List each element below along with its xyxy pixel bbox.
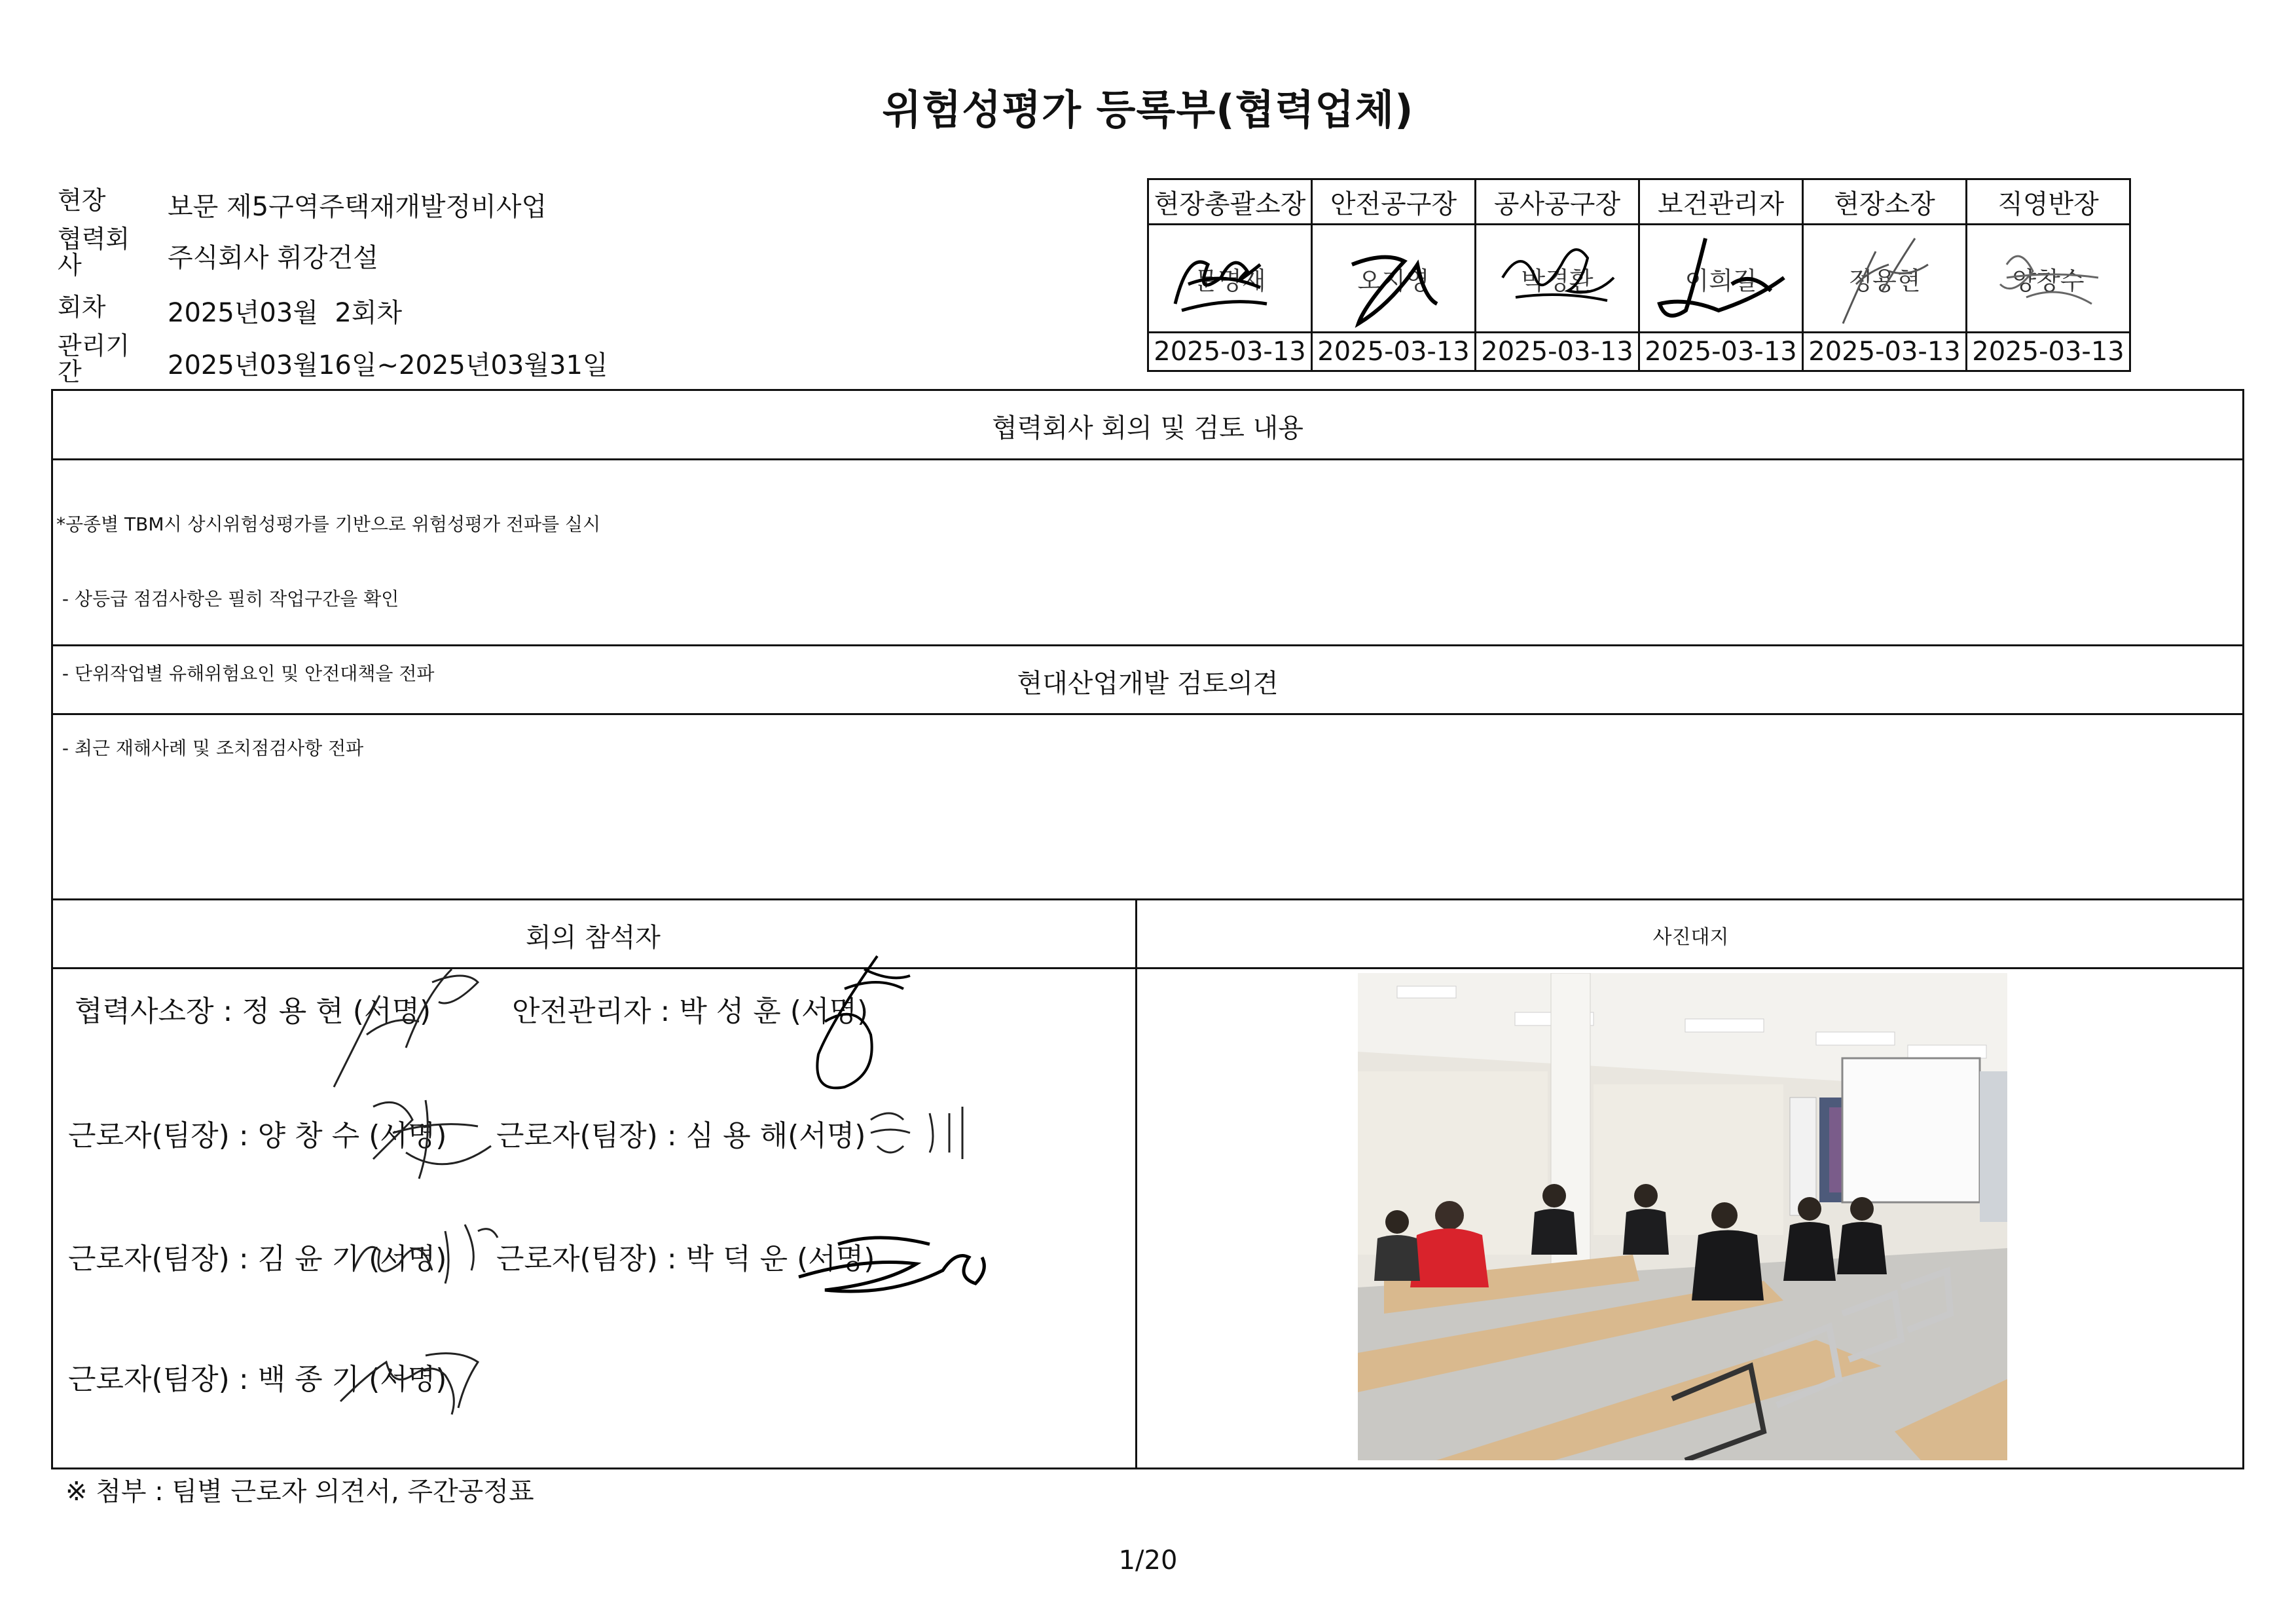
handwritten-signature [779, 943, 923, 1100]
attendee-team-leader: 근로자(팀장) : 백 종 기 (서명) [68, 1363, 447, 1396]
approval-date: 2025-03-13 [1803, 333, 1967, 371]
approval-signature-cell [1312, 225, 1476, 333]
meeting-line: - 상등급 점검사항은 필히 작업구간을 확인 [56, 588, 399, 610]
handwritten-signature [1476, 225, 1638, 331]
handwritten-signature [1640, 225, 1802, 331]
handwritten-signature [858, 1100, 989, 1166]
approval-signature-cell [1803, 225, 1967, 333]
approver-name: 오지영 [1357, 266, 1430, 295]
meeting-line: - 단위작업별 유해위험요인 및 안전대책을 전파 [56, 663, 435, 684]
handwritten-signature [786, 1218, 995, 1303]
meeting-room-photo-illustration [1358, 973, 2007, 1460]
info-label-period: 관리기간 [58, 331, 130, 386]
divider [51, 898, 2244, 900]
info-value-site: 보문 제5구역주택재개발정비사업 [168, 192, 547, 222]
info-label-site: 현장 [58, 186, 106, 215]
page-title: 위험성평가 등록부(협력업체) [882, 86, 1414, 134]
approval-header: 보건관리자 [1639, 179, 1803, 225]
review-section-title: 현대산업개발 검토의견 [1017, 669, 1279, 699]
approval-signature-cell [1639, 225, 1803, 333]
approver-name: 이희길 [1685, 266, 1757, 295]
approval-header: 현장총괄소장 [1148, 179, 1312, 225]
handwritten-signature [1149, 225, 1311, 331]
approval-date: 2025-03-13 [1476, 333, 1639, 371]
divider [1135, 898, 1137, 1469]
approval-date: 2025-03-13 [1148, 333, 1312, 371]
attendee-team-leader: 근로자(팀장) : 박 덕 운 (서명) [496, 1242, 875, 1276]
info-value-round: 2025년03월 2회차 [168, 298, 403, 328]
meeting-section-title: 협력회사 회의 및 검토 내용 [992, 413, 1303, 443]
approval-date: 2025-03-13 [1312, 333, 1476, 371]
handwritten-signature [1313, 225, 1474, 331]
handwritten-signature [340, 1211, 504, 1297]
approval-signature-cell [1967, 225, 2130, 333]
handwritten-signature [1804, 225, 1965, 331]
approval-signature-cell [1148, 225, 1312, 333]
meeting-line: *공종별 TBM시 상시위험성평가를 기반으로 위험성평가 전파를 실시 [56, 513, 601, 535]
info-label-round: 회차 [58, 293, 106, 322]
attendee-team-leader: 근로자(팀장) : 심 용 해(서명) [496, 1119, 866, 1153]
photo-section-title: 사진대지 [1652, 926, 1729, 949]
approval-table [1147, 178, 2131, 372]
page-number: 1/20 [1118, 1545, 1178, 1576]
approver-name: 박경환 [1521, 266, 1594, 295]
attendee-team-leader: 근로자(팀장) : 양 창 수 (서명) [68, 1119, 447, 1153]
handwritten-signature [347, 1080, 504, 1185]
approver-name: 양창수 [2012, 266, 2085, 295]
attendee-safety-manager: 안전관리자 : 박 성 훈 (서명) [512, 995, 869, 1028]
attendees-section-title: 회의 참석자 [526, 923, 661, 953]
divider [51, 458, 2244, 460]
handwritten-signature [1967, 225, 2129, 331]
approval-date: 2025-03-13 [1967, 333, 2130, 371]
approver-name: 문명재 [1194, 266, 1266, 295]
info-label-partner: 협력회사 [58, 225, 130, 280]
review-content [59, 720, 2232, 891]
attendee-team-leader: 근로자(팀장) : 김 윤 기 (서명) [68, 1242, 447, 1276]
info-value-partner: 주식회사 휘강건설 [168, 243, 378, 273]
approval-header: 직영반장 [1967, 179, 2130, 225]
approver-name: 정용현 [1848, 266, 1921, 295]
footer-attachment-note: ※ 첨부 : 팀별 근로자 의견서, 주간공정표 [65, 1477, 534, 1507]
approval-header: 현장소장 [1803, 179, 1967, 225]
meeting-photo [1358, 973, 2007, 1460]
approval-header: 안전공구장 [1312, 179, 1476, 225]
approval-signature-cell [1476, 225, 1639, 333]
handwritten-signature [308, 956, 498, 1100]
attendee-site-manager: 협력사소장 : 정 용 현 (서명) [75, 995, 431, 1028]
meeting-line: - 최근 재해사례 및 조치점검사항 전파 [56, 737, 364, 759]
handwritten-signature [327, 1336, 484, 1421]
approval-date: 2025-03-13 [1639, 333, 1803, 371]
info-value-period: 2025년03월16일~2025년03월31일 [168, 350, 608, 380]
approval-header: 공사공구장 [1476, 179, 1639, 225]
